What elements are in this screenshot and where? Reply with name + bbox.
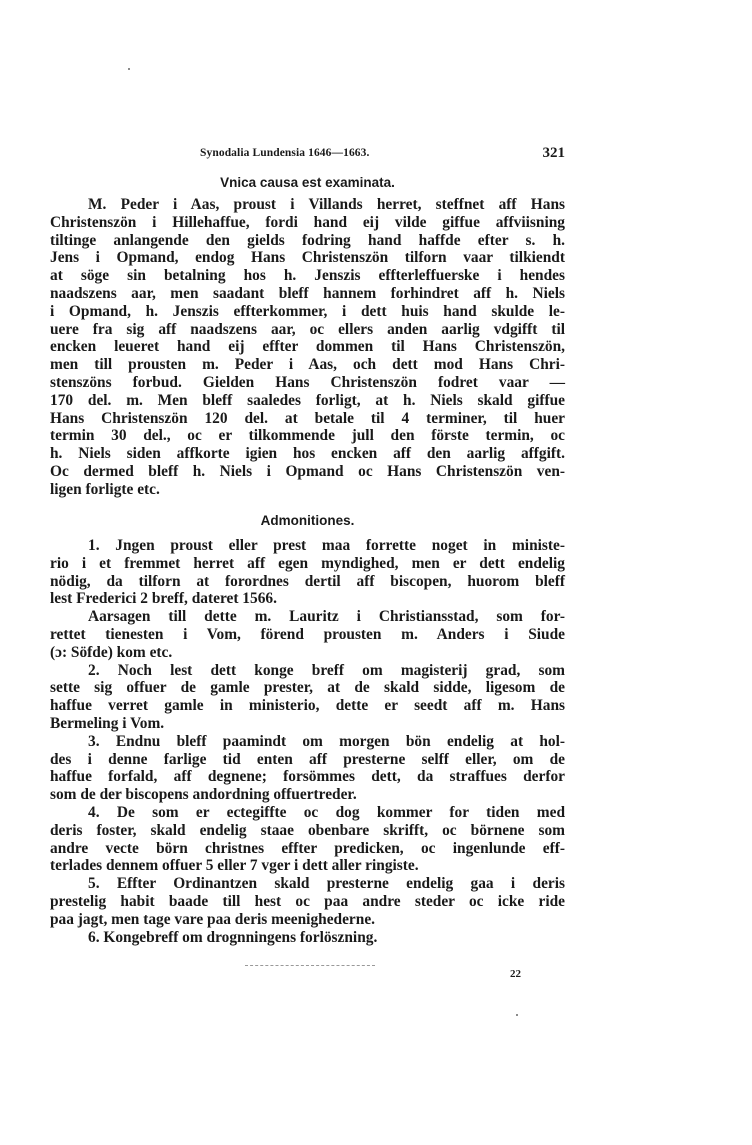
text-line: rio i et fremmet herret aff egen myndighed, men er dett endelig	[50, 554, 565, 572]
text-line: Christenszön i Hillehaffue, fordi hand eij vilde giffue affviisning	[50, 213, 565, 231]
text-line: at söge sin betalning hos h. Jenszis effterleffuerske i hendes	[50, 267, 565, 285]
text-line: Jens i Opmand, endog Hans Christenszön tilforn vaar tilkiendt	[50, 249, 565, 267]
text-line: nödig, da tilforn at forordnes dertil aff biscopen, huorom bleff	[50, 572, 565, 590]
text-line: encken leueret hand eij effter dommen til Hans Christenszön,	[50, 338, 565, 356]
text-line: deris foster, skald endelig staae obenbare skrifft, oc börnene som	[50, 821, 565, 839]
text-line: 3. Endnu bleff paamindt om morgen bön endelig at hol-	[88, 732, 565, 750]
text-line: paa jagt, men tage vare paa deris meenighederne.	[50, 910, 376, 928]
text-line: haffue verret gamle in ministerio, dette er seedt aff m. Hans	[50, 697, 565, 715]
text-line: rettet tienesten i Vom, förend prousten m. Anders i Siude	[50, 625, 565, 643]
text-line: prestelig habit baade till hest oc paa andre steder oc icke ride	[50, 892, 565, 910]
admonitions-list	[50, 537, 565, 946]
text-line: 2. Noch lest dett konge breff om magisterij grad, som	[88, 661, 565, 679]
text-line: Bermeling i Vom.	[50, 714, 165, 732]
text-line: 1. Jngen proust eller prest maa forrette noget in ministe-	[88, 537, 565, 554]
text-line: 4. De som er ectegiffte oc dog kommer for tiden med	[88, 803, 565, 821]
text-line: uere fra sig aff naadszens aar, oc ellers anden aarlig vdgifft til	[50, 320, 565, 338]
section-heading-vnica-causa: Vnica causa est examinata.	[220, 175, 395, 190]
text-line: 5. Effter Ordinantzen skald presterne endelig gaa i deris	[88, 875, 565, 893]
text-line: terlades dennem offuer 5 eller 7 vger i dett aller ringiste.	[50, 857, 419, 875]
text-line: (ɔ: Söfde) kom etc.	[50, 643, 173, 661]
signature-mark: 22	[510, 968, 521, 980]
case-paragraph	[50, 196, 565, 499]
section-heading-admonitiones: Admonitiones.	[260, 513, 355, 528]
text-line: termin 30 del., oc er tilkommende jull den förste termin, oc	[50, 427, 565, 445]
text-line: sette sig offuer de gamle prester, at de skald sidde, ligesom de	[50, 679, 565, 697]
text-line: des i denne farlige tid enten aff presterne selff eller, om de	[50, 750, 565, 768]
text-line: lest Frederici 2 breff, dateret 1566.	[50, 590, 277, 608]
text-line: andre vecte börn christnes effter predicken, oc ingenlunde eff-	[50, 839, 565, 857]
text-line: h. Niels siden affkorte igien hos encken aff den aarlig affgift.	[50, 445, 565, 463]
text-line: tiltinge anlangende den gields fodring hand haffde efter s. h.	[50, 231, 565, 249]
text-line: stenszöns forbud. Gielden Hans Christenszön fodret vaar —	[50, 373, 565, 391]
running-title: Synodalia Lundensia 1646—1663.	[200, 147, 370, 159]
text-line: naadszens aar, men saadant bleff hannem forhindret aff h. Niels	[50, 284, 565, 302]
speck-mark	[516, 1014, 518, 1016]
text-line: som de der biscopens andordning offuertreder.	[50, 786, 357, 804]
speck-mark	[128, 68, 130, 70]
text-line: 6. Kongebreff om drognningens forlöszning.	[88, 928, 378, 946]
text-line: Aarsagen till dette m. Lauritz i Christiansstad, som for-	[88, 608, 565, 626]
text-line: haffue forfald, aff degnene; forsömmes dett, da straffues derfor	[50, 768, 565, 786]
page-number: 321	[542, 145, 565, 161]
text-line: Hans Christenszön 120 del. at betale til 4 terminer, til huer	[50, 409, 565, 427]
text-line: Oc dermed bleff h. Niels i Opmand oc Hans Christenszön ven-	[50, 462, 565, 480]
text-line: 170 del. m. Men bleff saaledes forligt, at h. Niels skald giffue	[50, 391, 565, 409]
text-line: M. Peder i Aas, proust i Villands herret, steffnet aff Hans	[88, 196, 565, 213]
text-line: i Opmand, h. Jenszis effterkommer, i dett huis hand skulde le-	[50, 302, 565, 320]
footer-rule	[245, 965, 375, 966]
text-line: ligen forligte etc.	[50, 480, 160, 498]
text-line: men till prousten m. Peder i Aas, och dett mod Hans Chri-	[50, 356, 565, 374]
running-head	[50, 145, 565, 165]
